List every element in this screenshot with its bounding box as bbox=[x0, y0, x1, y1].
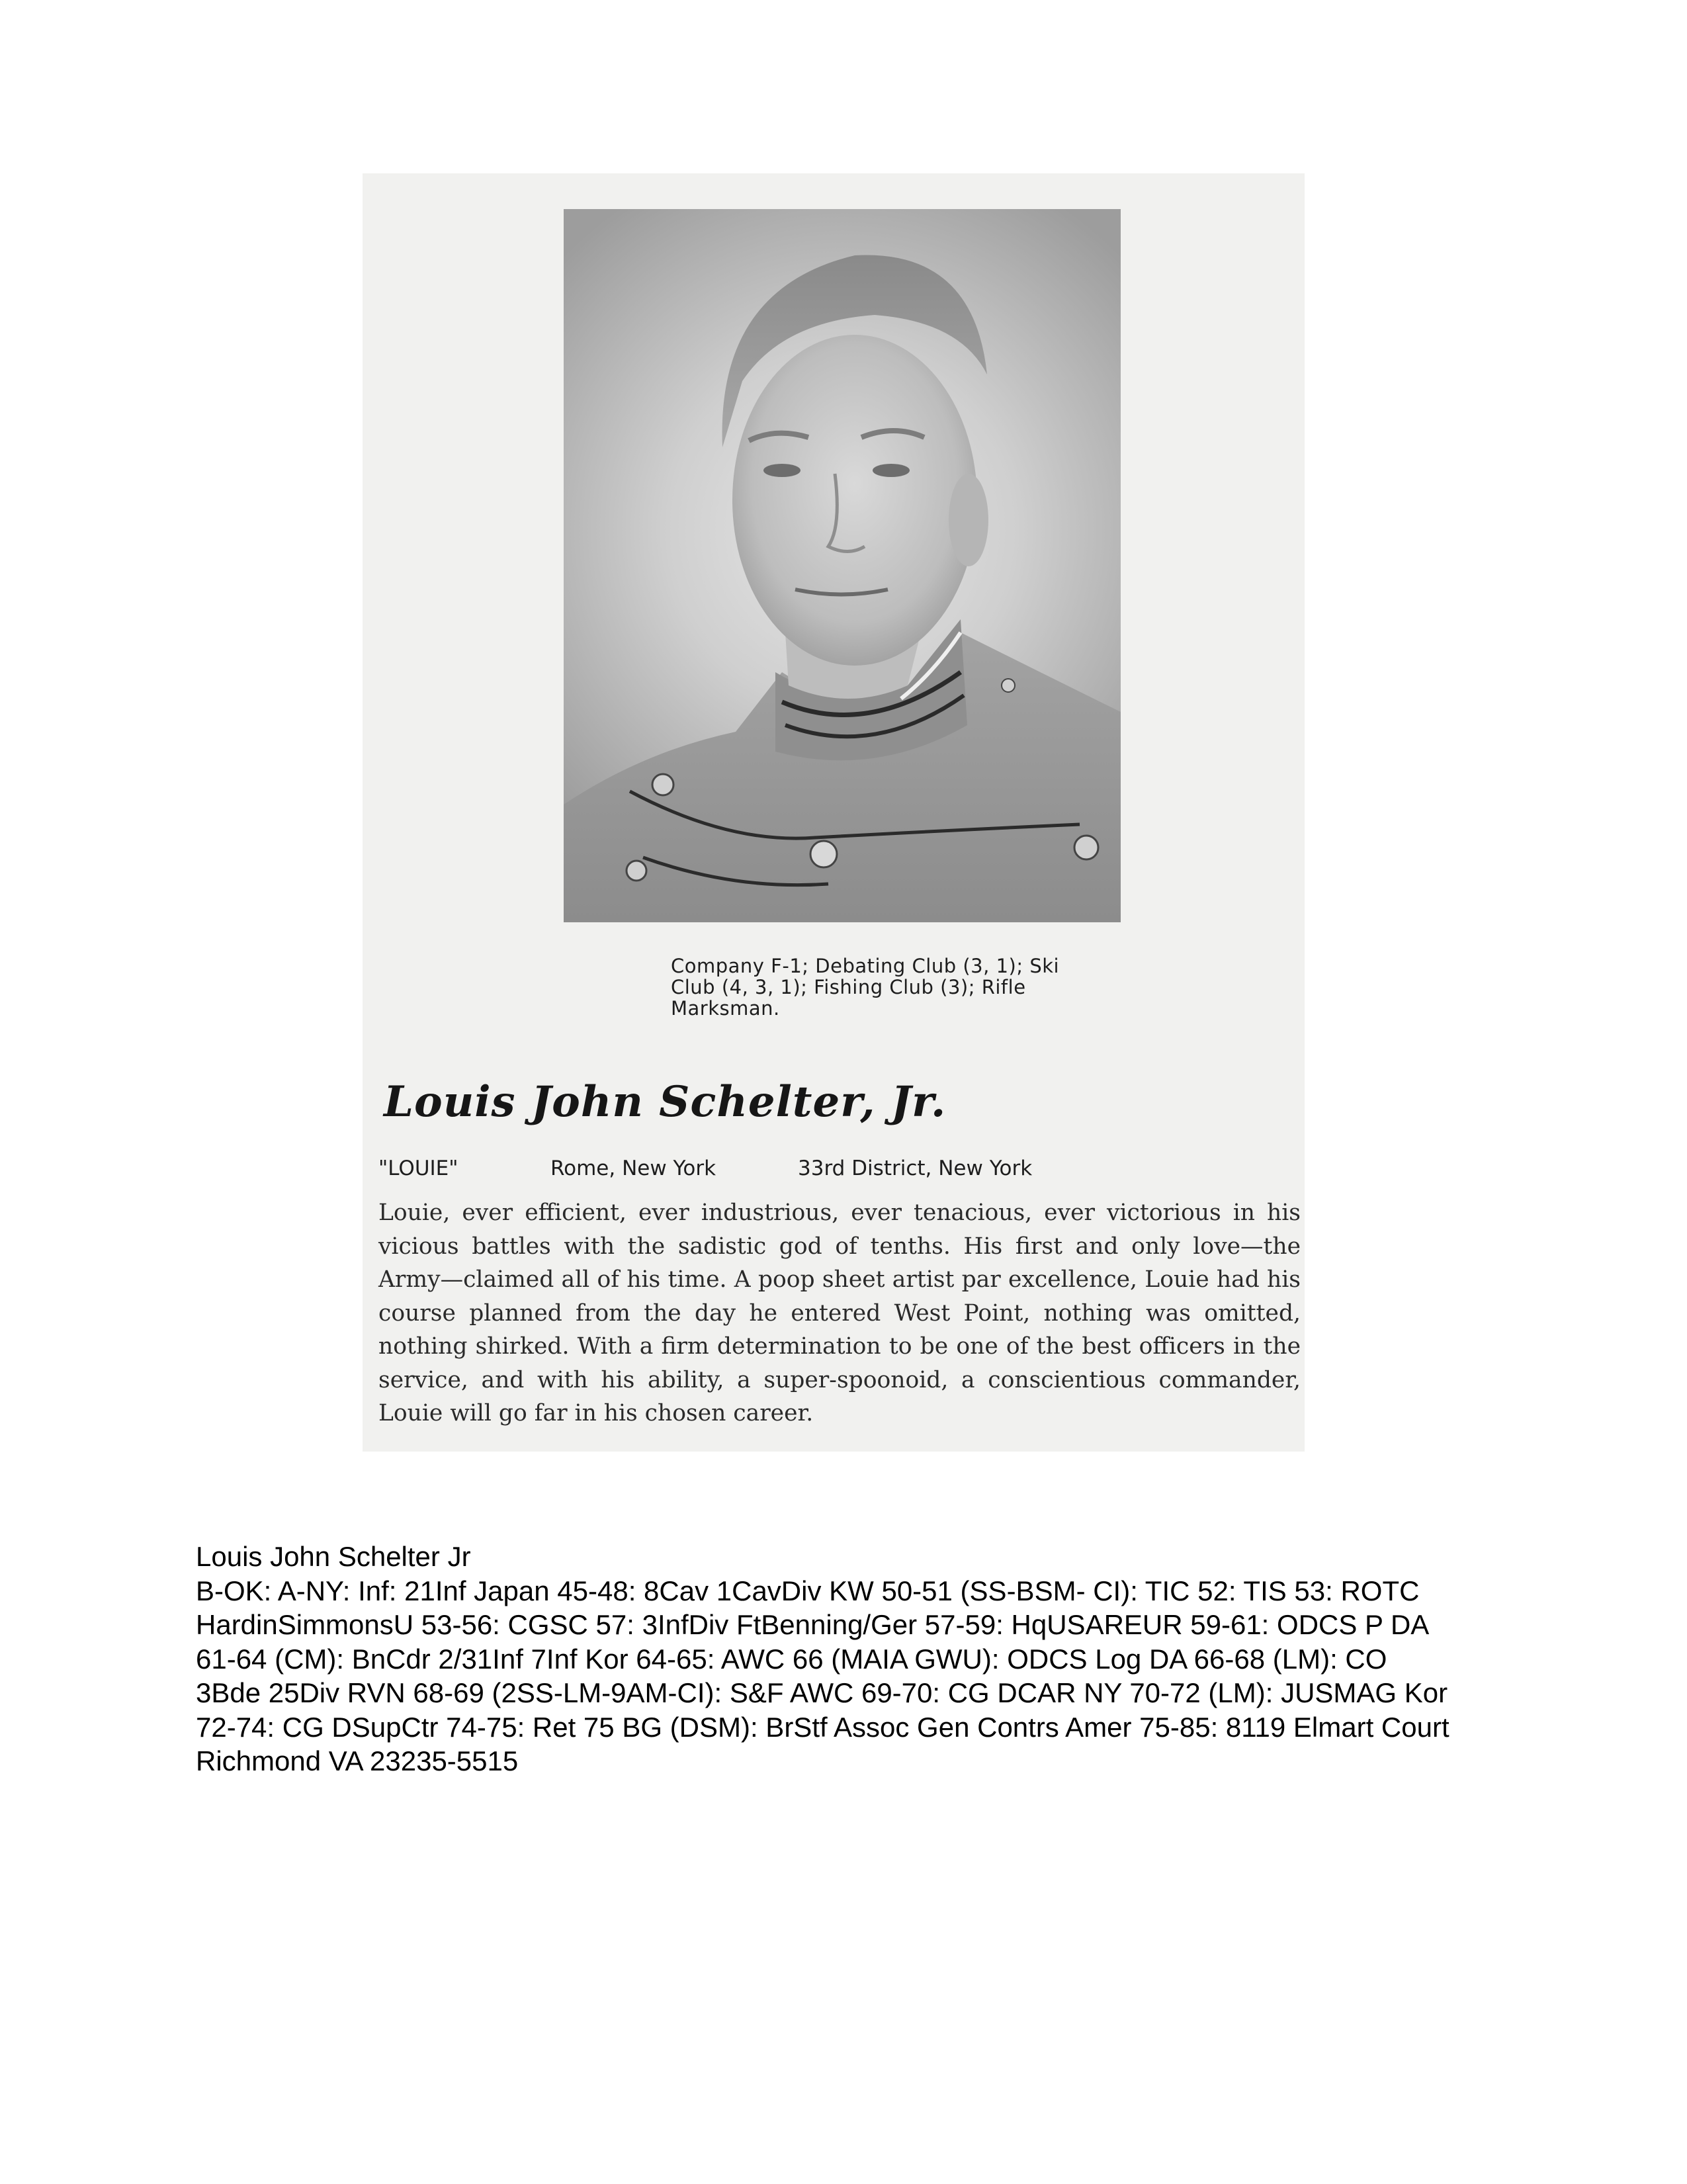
hometown: Rome, New York bbox=[550, 1157, 716, 1180]
service-record-caption bbox=[196, 1540, 1453, 1778]
portrait-illustration bbox=[564, 209, 1121, 922]
biography-paragraph: Louie, ever efficient, ever industrious, ever tenacious, ever victorious in his vicious battles with the sadistic god of tenths. His first and only love—the Army—claimed all of his time. A poop sheet artist par excellence, Louie had his course planned from the day he entered West Point, nothing was omitted, nothing shirked. With a firm determination to be one of the best officers in the service, and with his ability, a super-spoonoid, a conscientious commander, Louie will go far in his chosen career. bbox=[378, 1200, 1301, 1426]
congressional-district: 33rd District, New York bbox=[798, 1157, 1033, 1180]
cadet-portrait-photo bbox=[564, 209, 1121, 922]
activities-text: Company F-1; Debating Club (3, 1); Ski Club (4, 3, 1); Fishing Club (3); Rifle Marksman. bbox=[671, 955, 1060, 1020]
caption-service-record: B-OK: A-NY: Inf: 21Inf Japan 45-48: 8Cav 1CavDiv KW 50-51 (SS-BSM- CI): TIC 52: TIS 53: ROTC HardinSimmonsU 53-56: CGSC 57: 3InfDiv FtBenning/Ger 57-59: HqUSAREUR 59-61: ODCS P DA 61-64 (CM): BnCdr 2/31Inf 7Inf Kor 64-65: AWC 66 (MAIA GWU): ODCS Log DA 66-68 (LM): CO 3Bde 25Div RVN 68-69 (2SS-LM-9AM-CI): S&F AWC 69-70: CG DCAR NY 70-72 (LM): JUSMAG Kor 72-74: CG DSupCtr 74-75: Ret 75 BG (DSM): BrStf Assoc Gen Contrs Amer 75-85: 8119 Elmart Court Richmond VA 23235-5515 bbox=[196, 1575, 1449, 1776]
caption-name: Louis John Schelter Jr bbox=[196, 1541, 471, 1572]
cadet-name-script: Louis John Schelter, Jr. bbox=[384, 1077, 947, 1127]
nickname: "LOUIE" bbox=[378, 1157, 458, 1180]
